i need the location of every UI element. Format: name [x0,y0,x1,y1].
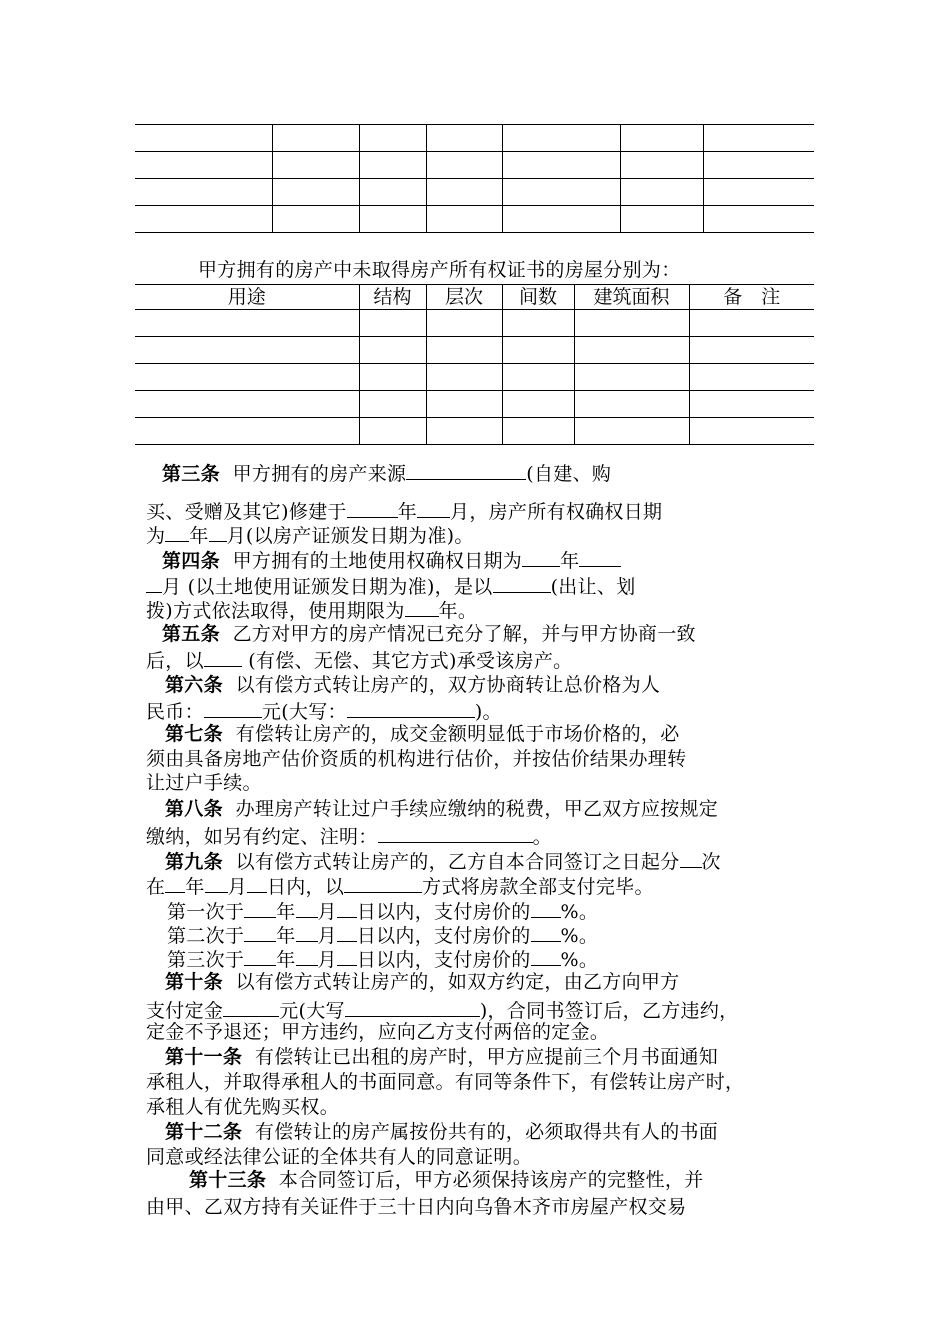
article-12-line-1: 第十二条 有偿转让的房产属按份共有的，必须取得共有人的书面 [165,1121,719,1143]
article-10-line-3: 定金不予退还；甲方违约，应向乙方支付两倍的定金。 [146,1021,610,1043]
blank-year [347,497,398,518]
article-11-line-1: 第十一条 有偿转让已出租的房产时，甲方应提前三个月书面通知 [165,1046,719,1068]
col-header-floor: 层次 [426,285,502,310]
article-9-line-1: 第九条 以有偿方式转让房产的，乙方自本合同签订之日起分 次 [165,847,721,874]
article-11-title: 第十一条 [165,1046,243,1068]
blank-month [209,521,227,542]
payment-line-1: 第一次于 年 月 日以内，支付房价的 %。 [167,897,598,924]
payment-line-2: 第二次于 年 月 日以内，支付房价的 %。 [167,921,598,948]
blank-year [244,897,276,918]
blank-amount-words [347,697,475,718]
article-4-title: 第四条 [162,550,220,572]
article-10-line-2: 支付定金 元(大写 )，合同书签订后，乙方违约， [146,996,738,1023]
article-9-title: 第九条 [165,851,223,873]
table-row [135,418,814,445]
table-row [135,179,814,206]
blank-year [244,945,276,966]
article-8-line-1: 第八条 办理房产转让过户手续应缴纳的税费，甲乙双方应按规定 [165,798,719,820]
article-5-title: 第五条 [162,623,220,645]
article-8-title: 第八条 [165,798,223,820]
blank-year [244,921,276,942]
blank-method [344,872,422,893]
blank-month [146,572,162,593]
article-6-line-2: 民币： 元(大写： )。 [146,697,502,724]
property-table-2 [135,284,814,445]
article-4-line-1: 第四条 甲方拥有的土地使用权确权日期为 年 [162,546,621,573]
property-table-1 [135,124,814,233]
table-row [135,391,814,418]
blank-percent [531,945,561,966]
blank-day [337,897,357,918]
blank-month [205,872,228,893]
table-header-row [135,285,814,310]
article-3-title: 第三条 [162,463,220,485]
table-row [135,310,814,337]
article-10-line-1: 第十条 以有偿方式转让房产的，如双方约定，由乙方向甲方 [165,971,680,993]
blank-deposit-words [345,996,480,1017]
blank-method [493,572,551,593]
article-8-line-2: 缴纳，如另有约定、注明： 。 [146,822,552,849]
article-12-title: 第十二条 [165,1121,243,1143]
blank-day [247,872,267,893]
blank-years [405,596,439,617]
blank-month [296,921,318,942]
blank-percent [531,921,561,942]
blank-month [417,497,450,518]
article-10-title: 第十条 [165,971,223,993]
blank-month [296,945,318,966]
article-13-line-1: 第十三条 本合同签订后，甲方必须保持该房产的完整性，并 [189,1169,704,1191]
article-9-line-2: 在 年 月 日内，以 方式将房款全部支付完毕。 [146,872,654,899]
article-3-line-2: 买、受赠及其它)修建于 年 月，房产所有权确权日期 [146,497,662,524]
table-row [135,337,814,364]
table-row [135,206,814,233]
table-row [135,125,814,152]
article-6-title: 第六条 [165,674,223,696]
col-header-structure: 结构 [359,285,426,310]
article-3-line-1: 第三条 甲方拥有的房产来源 (自建、购 [162,459,611,486]
blank-day [337,945,357,966]
table-row [135,152,814,179]
col-header-remark: 备 注 [689,285,814,310]
article-3-line-3: 为 年 月(以房产证颁发日期为准)。 [146,521,474,548]
article-13-line-2: 由甲、乙双方持有关证件于三十日内向乌鲁木齐市房屋产权交易 [146,1196,687,1218]
blank-note [378,822,533,843]
intro-text: 甲方拥有的房产中未取得房产所有权证书的房屋分别为： [198,259,681,281]
payment-line-3: 第三次于 年 月 日以内，支付房价的 %。 [167,945,598,972]
blank-deposit [223,996,279,1017]
col-header-rooms: 间数 [502,285,574,310]
article-11-line-2: 承租人，并取得承租人的书面同意。有同等条件下，有偿转让房产时， [146,1071,745,1093]
blank-month [296,897,318,918]
article-5-line-2: 后，以 (有偿、无偿、其它方式)承受该房产。 [146,646,572,673]
blank-times [680,847,702,868]
blank-amount [204,697,262,718]
article-11-line-3: 承租人有优先购买权。 [146,1096,340,1118]
article-12-line-2: 同意或经法律公证的全体共有人的同意证明。 [146,1146,533,1168]
article-7-line-1: 第七条 有偿转让房产的，成交金额明显低于市场价格的，必 [165,723,680,745]
blank-percent [531,897,561,918]
article-4-line-3: 拨)方式依法取得，使用期限为 年。 [146,596,477,623]
blank-source [406,459,526,480]
col-header-area: 建筑面积 [574,285,689,310]
article-7-line-3: 让过户手续。 [146,772,262,794]
article-5-line-1: 第五条 乙方对甲方的房产情况已充分了解，并与甲方协商一致 [162,623,696,645]
article-6-line-1: 第六条 以有偿方式转让房产的，双方协商转让总价格为人 [165,674,661,696]
article-7-title: 第七条 [165,723,223,745]
article-4-line-2: 月 (以土地使用证颁发日期为准)，是以 (出让、划 [146,572,636,599]
blank-method [204,646,242,667]
blank-year [522,546,560,567]
blank-month [579,546,621,567]
article-7-line-2: 须由具备房地产估价资质的机构进行估价，并按估价结果办理转 [146,748,687,770]
blank-year [165,521,189,542]
blank-day [337,921,357,942]
blank-year [165,872,185,893]
col-header-use: 用途 [135,285,359,310]
table-row [135,364,814,391]
article-13-title: 第十三条 [189,1169,267,1191]
